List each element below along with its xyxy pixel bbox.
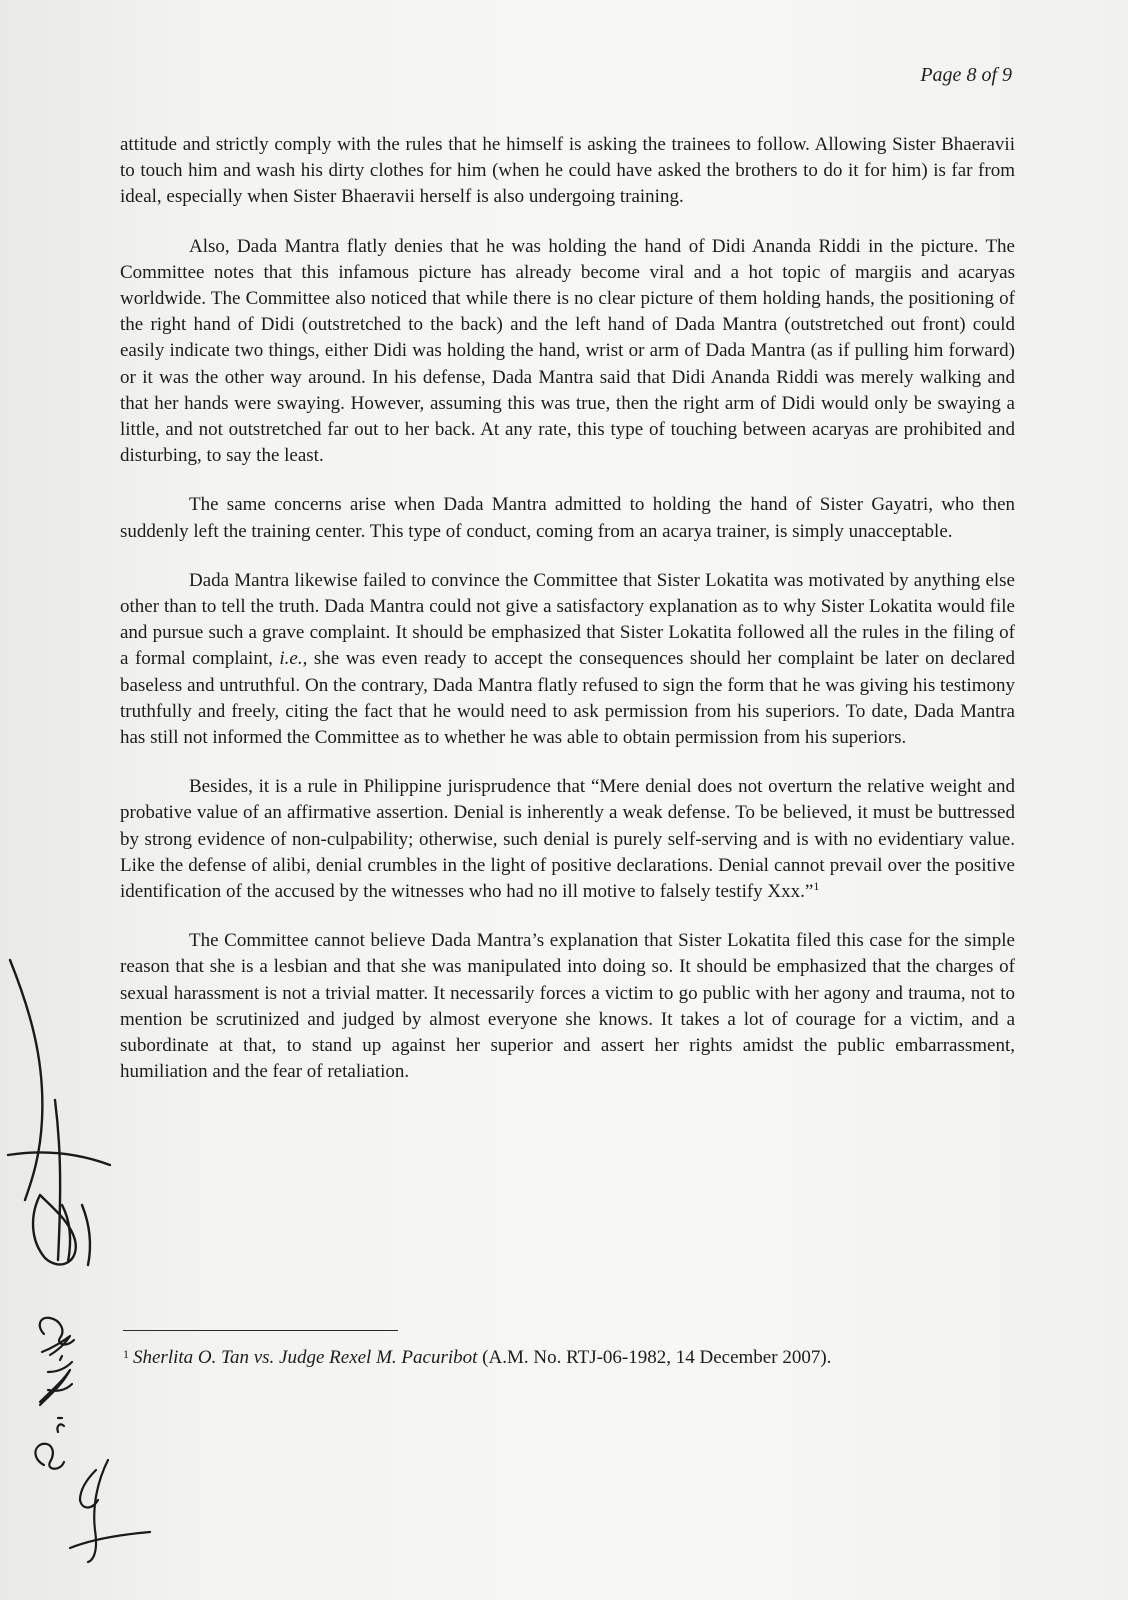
- footnote-citation: (A.M. No. RTJ-06-1982, 14 December 2007).: [477, 1347, 832, 1368]
- signature-upper: [8, 960, 110, 1265]
- paragraph-committee-disbelief: The Committee cannot believe Dada Mantra’s explanation that Sister Lokatita filed this case for the simple reason that she is a lesbian and that she was manipulated into doing so. It should be emphasized that the charges of sexual harassment is not a trivial matter. It necessarily forces a victim to go public with her agony and trauma, not to mention be scrutinized and judged by almost everyone she knows. It takes a lot of courage for a victim, and a subordinate at that, to stand up against her superior and assert her rights amidst the public embarrassment, humiliation and the fear of retaliation.: [120, 930, 1015, 1083]
- paragraph-picture-denial: Also, Dada Mantra flatly denies that he was holding the hand of Didi Ananda Riddi in the picture. The Committee notes that this infamous picture has already become viral and a hot topic of margiis and acaryas worldwide. The Committee also noticed that while there is no clear picture of them holding hands, the positioning of the right hand of Didi (outstretched to the back) and the left hand of Dada Mantra (outstretched out front) could easily indicate two things, either Didi was holding the hand, wrist or arm of Dada Mantra (as if pulling him forward) or it was the other way around. In his defense, Dada Mantra said that Didi Ananda Riddi was merely walking and that her hands were swaying. However, assuming this was true, then the right arm of Didi would only be swaying a little, and not outstretched far out to her back. At any rate, this type of touching between acaryas are prohibited and disturbing, to say the least.: [120, 235, 1015, 467]
- signature-lower: [35, 1318, 150, 1562]
- paragraph-sister-lokatita-a: Dada Mantra likewise failed to convince the Committee that Sister Lokatita was motivated by anything else other than to tell the truth. Dada Mantra could not give a satisfactory explanation as to why Sister Lokatita would file and pursue such a grave complaint. It should be emphasized that Sister Lokatita followed all the rules in the filing of a formal complaint,: [120, 569, 1015, 670]
- paragraph-jurisprudence-text: Besides, it is a rule in Philippine jurisprudence that “Mere denial does not overturn the relative weight and probative value of an affirmative assertion. Denial is inherently a weak defense. To be believed, it must be buttressed by strong evidence of non-culpability; otherwise, such denial is purely self-serving and is with no evidentiary value. Like the defense of alibi, denial crumbles in the light of positive declarations. Denial cannot prevail over the positive identification of the accused by the witnesses who had no ill motive to falsely testify Xxx.”: [120, 776, 1015, 903]
- footnote-mark: 1: [123, 1347, 129, 1361]
- footnote-reference: 1: [813, 879, 820, 894]
- page-number: Page 8 of 9: [920, 64, 1012, 86]
- paragraph-sister-lokatita-b: she was even ready to accept the consequences should her complaint be later on declared baseless and untruthful. On the contrary, Dada Mantra flatly refused to sign the form that he was giving his testimony truthfully and freely, citing the fact that he would need to ask permission from his superiors. To date, Dada Mantra has still not informed the Committee as to whether he was able to obtain permission from his superiors.: [120, 648, 1015, 749]
- paragraph-sister-gayatri: The same concerns arise when Dada Mantra admitted to holding the hand of Sister Gayatri, who then suddenly left the training center. This type of conduct, coming from an acarya trainer, is simply unacceptable.: [120, 494, 1015, 542]
- ie-abbrev: i.e.,: [279, 648, 308, 670]
- paragraph-continuation: attitude and strictly comply with the rules that he himself is asking the trainees to follow. Allowing Sister Bhaeravii to touch him and wash his dirty clothes for him (when he could have asked the brothers to do it for him) is far from ideal, especially when Sister Bhaeravii herself is also undergoing training.: [120, 134, 1015, 208]
- footnote-case-name: Sherlita O. Tan vs. Judge Rexel M. Pacuribot: [133, 1347, 478, 1368]
